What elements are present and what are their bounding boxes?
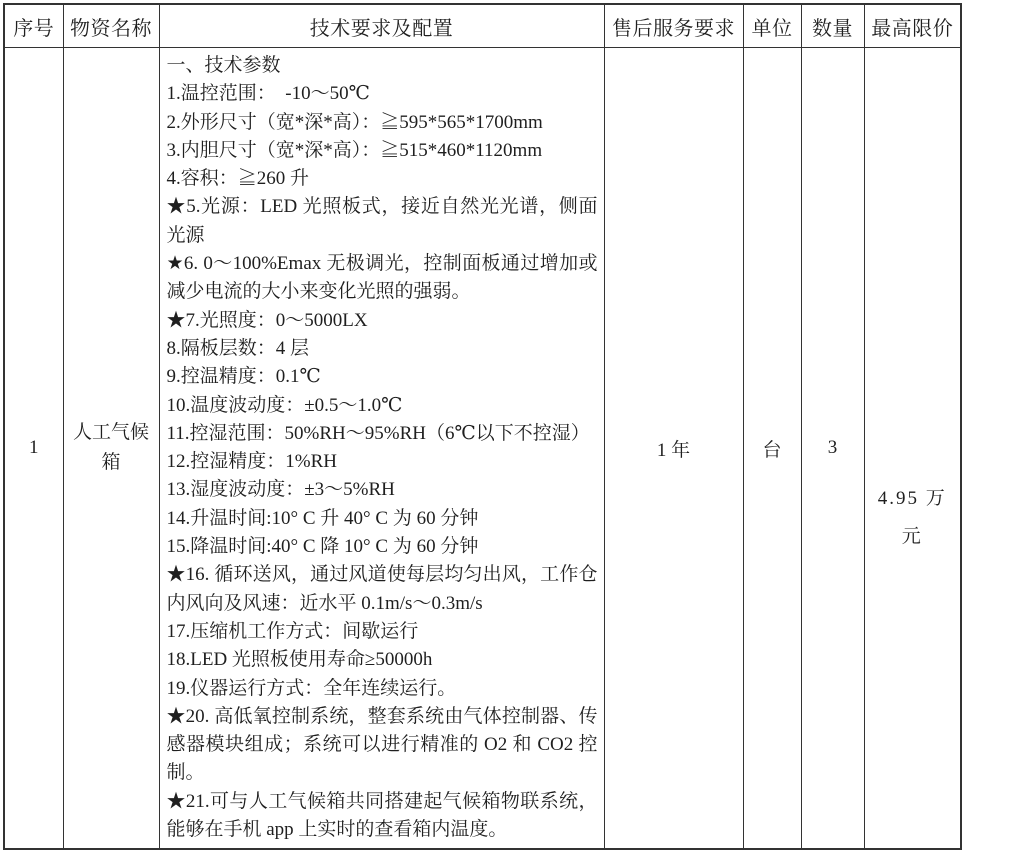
tech-item: 17.压缩机工作方式：间歇运行 [166, 620, 419, 642]
header-after-sales-service: 售后服务要求 [604, 4, 743, 48]
header-unit: 单位 [743, 4, 801, 48]
header-serial-number: 序号 [4, 4, 63, 48]
material-name-text: 人工气候箱 [72, 422, 149, 474]
header-max-price: 最高限价 [864, 4, 961, 48]
cell-tech-requirements [159, 48, 604, 850]
tech-item: 9.控温精度：0.1℃ [166, 366, 321, 388]
cell-after-sales-service: 1 年 [604, 48, 743, 850]
tech-item: 13.湿度波动度：±3～5%RH [166, 479, 395, 501]
tech-items-list [167, 52, 598, 844]
price-line: 4.95 万 [877, 488, 947, 510]
tech-item: 14.升温时间:10° C 升 40° C 为 60 分钟 [166, 507, 479, 529]
cell-material-name [63, 48, 159, 850]
tech-item: ★6. 0～100%Emax 无极调光，控制面板通过增加或减少电流的大小来变化光照的强弱。 [166, 253, 598, 303]
table-row [4, 48, 961, 850]
tech-item: 4.容积：≧260 升 [166, 168, 310, 190]
tech-item: 10.温度波动度：±0.5～1.0℃ [166, 394, 403, 416]
table-header-row [4, 4, 961, 48]
tech-item: 一、技术参数 [166, 55, 281, 76]
max-price-text [865, 480, 961, 556]
tech-item: 2.外形尺寸（宽*深*高）：≧595*565*1700mm [166, 111, 543, 133]
tech-item: 3.内胆尺寸（宽*深*高）：≧515*460*1120mm [166, 139, 543, 161]
header-tech-requirements: 技术要求及配置 [159, 4, 604, 48]
tech-item: 15.降温时间:40° C 降 10° C 为 60 分钟 [166, 536, 479, 558]
procurement-spec-table [3, 3, 962, 850]
tech-item: 11.控湿范围：50%RH～95%RH（6℃以下不控湿） [166, 422, 590, 444]
price-line: 元 [901, 526, 923, 548]
tech-item: ★5.光源：LED 光照板式，接近自然光光谱，侧面光源 [166, 196, 598, 246]
cell-quantity: 3 [801, 48, 864, 850]
tech-item: ★16. 循环送风，通过风道使每层均匀出风，工作仓内风向及风速：近水平 0.1m/s～0.3m/s [166, 564, 598, 614]
tech-item: 1.温控范围： -10～50℃ [166, 83, 370, 105]
tech-item: 12.控湿精度：1%RH [166, 451, 337, 473]
header-material-name: 物资名称 [63, 4, 159, 48]
tech-item: 19.仪器运行方式：全年连续运行。 [166, 677, 457, 699]
tech-item: ★21.可与人工气候箱共同搭建起气候箱物联系统，能够在手机 app 上实时的查看箱内温度。 [166, 790, 598, 841]
tech-item: 8.隔板层数：4 层 [166, 337, 310, 359]
cell-unit: 台 [743, 48, 801, 850]
tech-item: ★20. 高低氧控制系统，整套系统由气体控制器、传感器模块组成；系统可以进行精准的 O2 和 CO2 控制。 [166, 705, 598, 784]
cell-serial-number: 1 [4, 48, 63, 850]
tech-item: ★7.光照度：0～5000LX [166, 309, 368, 331]
header-quantity: 数量 [801, 4, 864, 48]
tech-item: 18.LED 光照板使用寿命≥50000h [166, 649, 433, 671]
cell-max-price [864, 48, 961, 850]
